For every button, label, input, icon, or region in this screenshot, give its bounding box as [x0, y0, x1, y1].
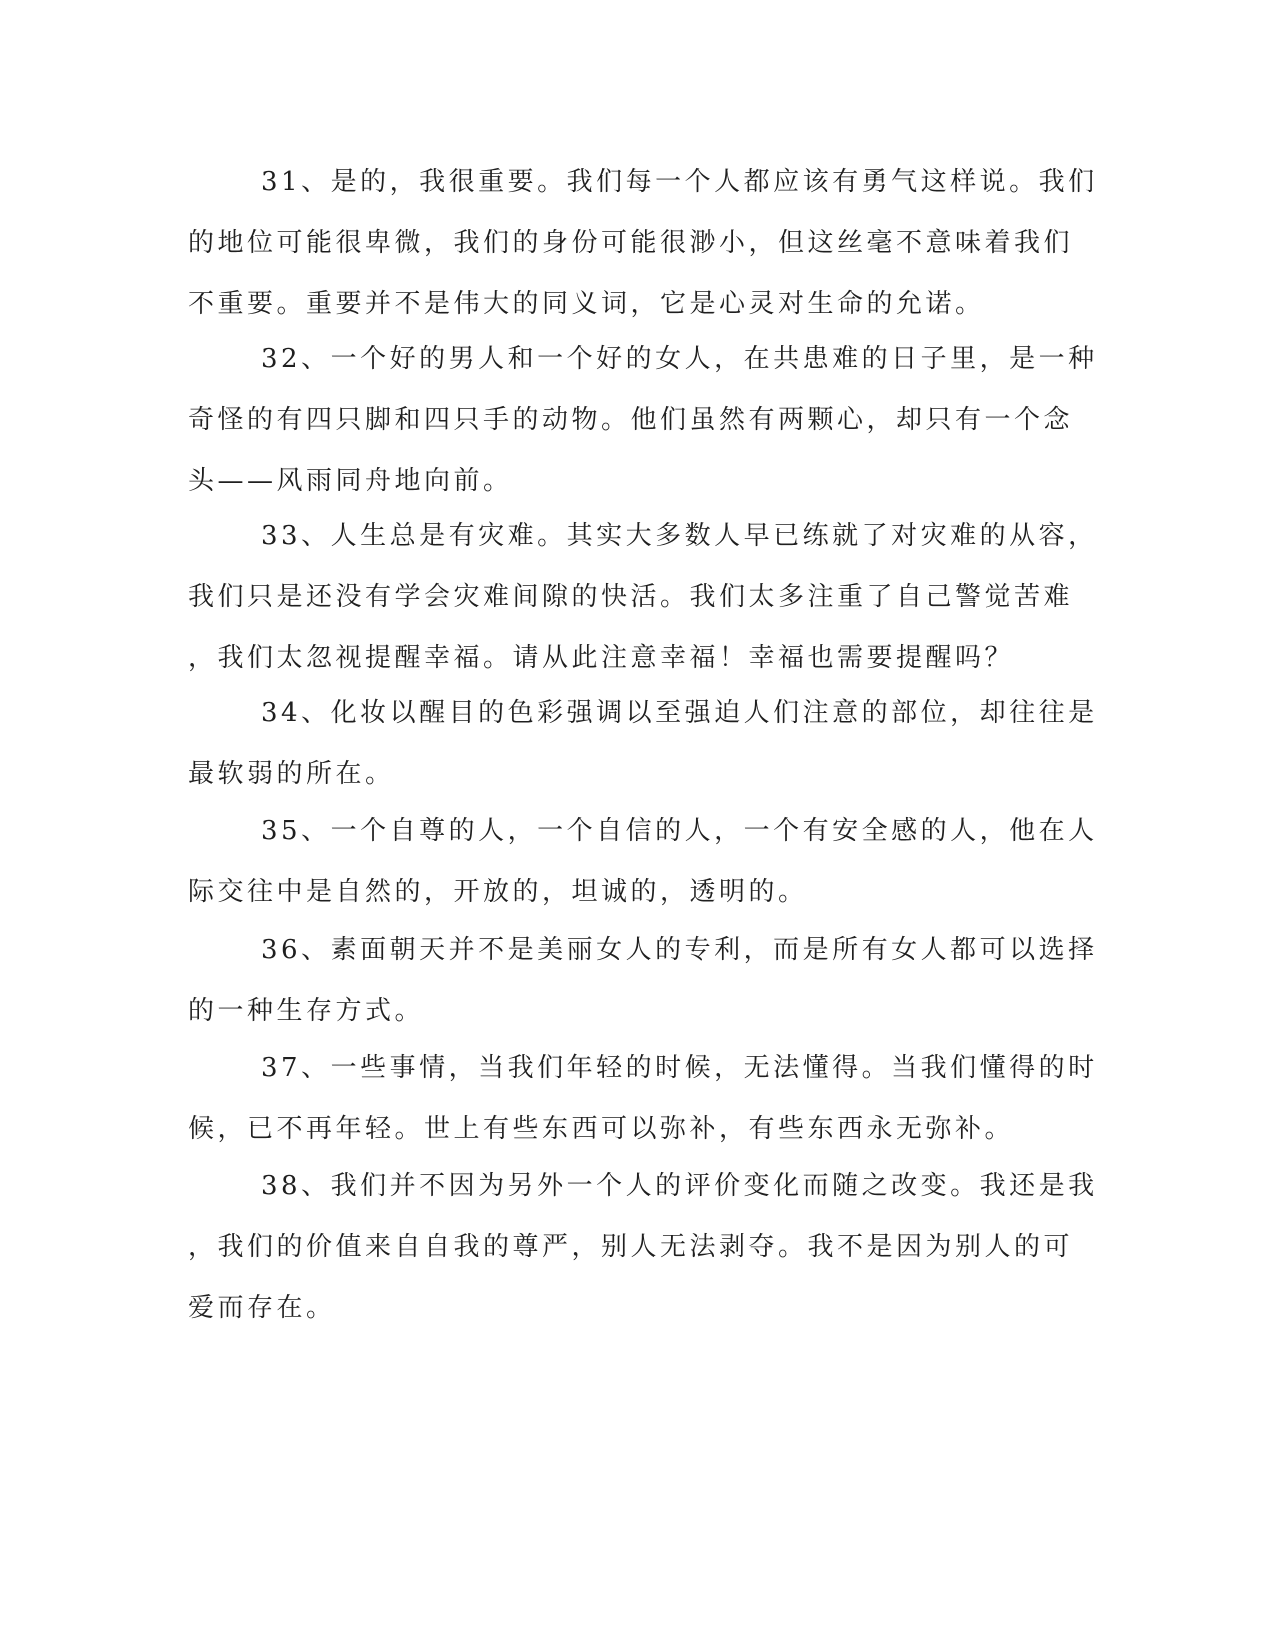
paragraph-33: [188, 506, 1098, 689]
paragraph-line: 35、一个自尊的人，一个自信的人，一个有安全感的人，他在人: [261, 816, 1098, 846]
paragraph-line: 33、人生总是有灾难。其实大多数人早已练就了对灾难的从容，: [261, 521, 1098, 551]
paragraph-line: 32、一个好的男人和一个好的女人，在共患难的日子里，是一种: [261, 344, 1098, 374]
paragraph-line: 最软弱的所在。: [188, 759, 395, 789]
paragraph-line: 38、我们并不因为另外一个人的评价变化而随之改变。我还是我: [261, 1171, 1098, 1201]
paragraph-line: 我们只是还没有学会灾难间隙的快活。我们太多注重了自己警觉苦难: [188, 582, 1074, 612]
paragraph-line: 不重要。重要并不是伟大的同义词，它是心灵对生命的允诺。: [188, 289, 985, 319]
paragraph-line: 奇怪的有四只脚和四只手的动物。他们虽然有两颗心，却只有一个念: [188, 405, 1074, 435]
paragraph-line: 36、素面朝天并不是美丽女人的专利，而是所有女人都可以选择: [261, 935, 1098, 965]
paragraph-31: [188, 152, 1098, 335]
paragraph-37: [188, 1038, 1098, 1160]
paragraph-line: 际交往中是自然的，开放的，坦诚的，透明的。: [188, 877, 808, 907]
paragraph-32: [188, 329, 1098, 512]
paragraph-line: 37、一些事情，当我们年轻的时候，无法懂得。当我们懂得的时: [261, 1053, 1098, 1083]
paragraph-36: [188, 920, 1098, 1042]
paragraph-line: 爱而存在。: [188, 1293, 336, 1323]
paragraph-line: 头——风雨同舟地向前。: [188, 466, 513, 496]
paragraph-line: 34、化妆以醒目的色彩强调以至强迫人们注意的部位，却往往是: [261, 698, 1098, 728]
paragraph-line: 31、是的，我很重要。我们每一个人都应该有勇气这样说。我们: [261, 167, 1098, 197]
paragraph-line: 候，已不再年轻。世上有些东西可以弥补，有些东西永无弥补。: [188, 1114, 1015, 1144]
paragraph-38: [188, 1156, 1098, 1339]
paragraph-34: [188, 683, 1098, 805]
paragraph-line: 的一种生存方式。: [188, 996, 425, 1026]
paragraph-line: ，我们的价值来自自我的尊严，别人无法剥夺。我不是因为别人的可: [188, 1232, 1074, 1262]
paragraph-35: [188, 801, 1098, 923]
paragraph-line: 的地位可能很卑微，我们的身份可能很渺小，但这丝毫不意味着我们: [188, 228, 1074, 258]
paragraph-line: ，我们太忽视提醒幸福。请从此注意幸福！幸福也需要提醒吗？: [188, 643, 1015, 673]
